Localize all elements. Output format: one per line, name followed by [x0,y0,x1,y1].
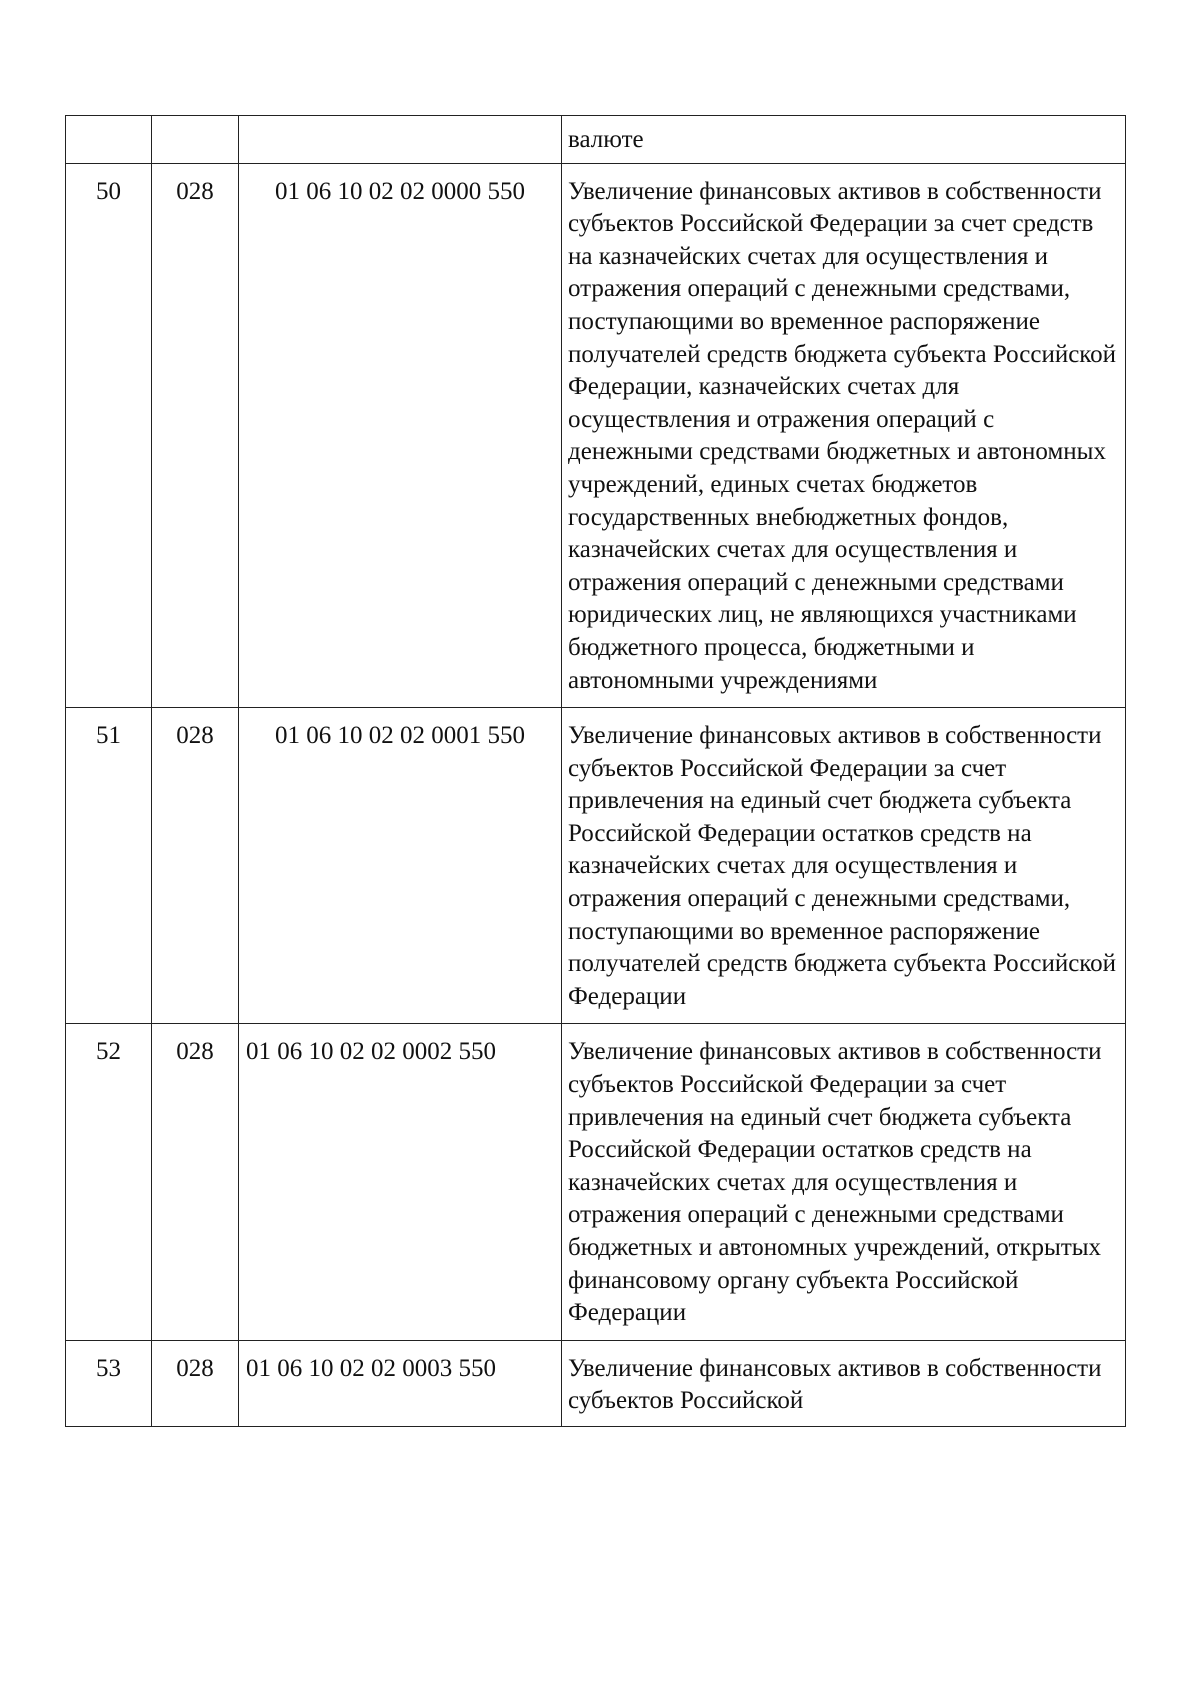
budget-code-cell: 01 06 10 02 02 0000 550 [239,163,562,708]
description-cell: Увеличение финансовых активов в собственности субъектов Российской [562,1340,1126,1426]
budget-codes-table [65,115,1126,1427]
description-cell: Увеличение финансовых активов в собственности субъектов Российской Федерации за счет средств на казначейских счетах для осуществления и отражения операций с денежными средствами, поступающими во временное распоряжение получателей средств бюджета субъекта Российской Федерации, казначейских счетах для осуществления и отражения операций с денежными средствами бюджетных и автономных учреждений, единых счетах бюджетов государственных внебюджетных фондов, казначейских счетах для осуществления и отражения операций с денежными средствами юридических лиц, не являющихся участниками бюджетного процесса, бюджетными и автономными учреждениями [562,163,1126,708]
row-number-cell: 51 [66,708,152,1024]
row-number-cell [66,116,152,164]
table-row [66,1340,1126,1426]
admin-code-cell: 028 [152,708,239,1024]
admin-code-cell: 028 [152,163,239,708]
budget-code-cell: 01 06 10 02 02 0001 550 [239,708,562,1024]
admin-code-cell [152,116,239,164]
table-row [66,708,1126,1024]
budget-code-cell [239,116,562,164]
table-row [66,163,1126,708]
row-number-cell: 52 [66,1024,152,1340]
budget-code-cell: 01 06 10 02 02 0002 550 [239,1024,562,1340]
description-cell: Увеличение финансовых активов в собственности субъектов Российской Федерации за счет привлечения на единый счет бюджета субъекта Российской Федерации остатков средств на казначейских счетах для осуществления и отражения операций с денежными средствами бюджетных и автономных учреждений, открытых финансовому органу субъекта Российской Федерации [562,1024,1126,1340]
description-cell: Увеличение финансовых активов в собственности субъектов Российской Федерации за счет привлечения на единый счет бюджета субъекта Российской Федерации остатков средств на казначейских счетах для осуществления и отражения операций с денежными средствами, поступающими во временное распоряжение получателей средств бюджета субъекта Российской Федерации [562,708,1126,1024]
table-row [66,1024,1126,1340]
table-row-continuation [66,116,1126,164]
admin-code-cell: 028 [152,1024,239,1340]
budget-code-cell: 01 06 10 02 02 0003 550 [239,1340,562,1426]
admin-code-cell: 028 [152,1340,239,1426]
row-number-cell: 53 [66,1340,152,1426]
description-cell: валюте [562,116,1126,164]
row-number-cell: 50 [66,163,152,708]
